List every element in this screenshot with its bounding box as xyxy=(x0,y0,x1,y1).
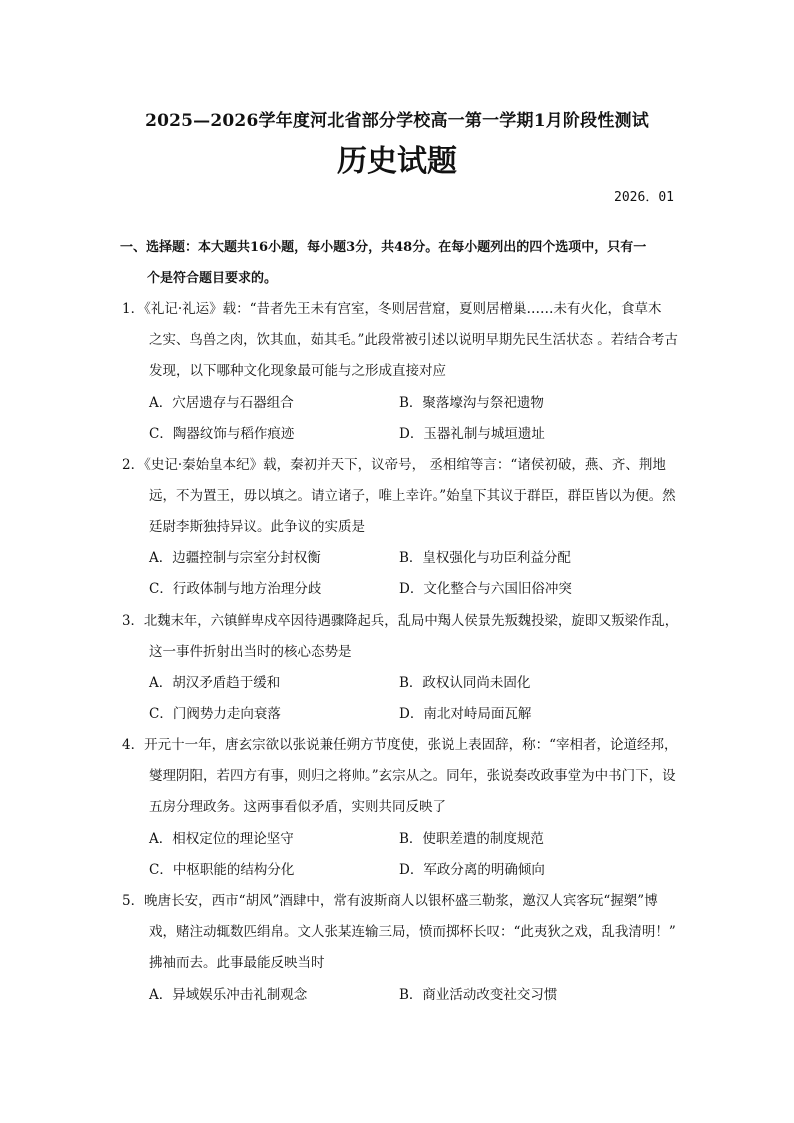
subject-title: 历史试题 xyxy=(337,144,457,179)
question-1-option-b: B．聚落壕沟与祭祀遗物 xyxy=(399,395,544,411)
question-3-line-2: 这一事件折射出当时的核心态势是 xyxy=(149,644,352,660)
question-3-option-b: B．政权认同尚未固化 xyxy=(399,675,531,691)
question-2-option-c: C．行政体制与地方治理分歧 xyxy=(149,581,322,597)
question-2-option-d: D．文化整合与六国旧俗冲突 xyxy=(399,581,572,597)
question-5-line-2: 戏，赌注动辄数匹绢帛。文人张某连输三局，愤而掷杯长叹：“此夷狄之戏，乱我清明！” xyxy=(149,924,676,940)
question-1-option-a: A．穴居遗存与石器组合 xyxy=(149,395,294,411)
question-1-line-2: 之实、鸟兽之肉，饮其血，茹其毛。”此段常被引述以说明早期先民生活状态 。若结合考古 xyxy=(149,332,678,348)
question-5-option-a: A．异域娱乐冲击礼制观念 xyxy=(149,987,308,1003)
question-2-line-1: 2．《史记·秦始皇本纪》载，秦初并天下，议帝号， 丞相绾等言：“诸侯初破，燕、齐、荆地 xyxy=(122,457,666,473)
question-3-line-1: 3．北魏末年，六镇鲜卑戍卒因待遇骤降起兵，乱局中羯人侯景先叛魏投梁，旋即又叛梁作乱， xyxy=(122,613,679,629)
question-1-line-3: 发现，以下哪种文化现象最可能与之形成直接对应 xyxy=(149,363,446,379)
question-4-line-1: 4．开元十一年，唐玄宗欲以张说兼任朔方节度使，张说上表固辞，称：“宰相者，论道经邦， xyxy=(122,737,678,753)
question-5-line-1: 5．晚唐长安，西市“胡风”酒肆中，常有波斯商人以银杯盛三勒浆，邀汉人宾客玩“握槊”博 xyxy=(122,893,658,909)
question-3-option-c: C．门阀势力走向衰落 xyxy=(149,706,281,722)
question-1-line-1: 1．《礼记·礼运》载：“昔者先王未有宫室，冬则居营窟，夏则居橧巢……未有火化，食草木 xyxy=(122,301,662,317)
question-4-option-c: C．中枢职能的结构分化 xyxy=(149,862,295,878)
section-instructions xyxy=(120,232,680,294)
question-2-line-2: 远，不为置王，毋以填之。请立诸子，唯上幸许。”始皇下其议于群臣，群臣皆以为便。然 xyxy=(149,488,676,504)
question-5-line-3: 拂袖而去。此事最能反映当时 xyxy=(149,955,325,971)
exam-title: 2025—2026学年度河北省部分学校高一第一学期1月阶段性测试 xyxy=(145,111,649,131)
question-4-line-3: 五房分理政务。这两事看似矛盾，实则共同反映了 xyxy=(149,799,446,815)
question-1-option-d: D．玉器礼制与城垣遗址 xyxy=(399,426,545,442)
question-4-option-d: D．军政分离的明确倾向 xyxy=(399,862,545,878)
question-2-line-3: 廷尉李斯独持异议。此争议的实质是 xyxy=(149,519,365,535)
question-4-option-a: A．相权定位的理论坚守 xyxy=(149,831,294,847)
question-5-option-b: B．商业活动改变社交习惯 xyxy=(399,987,558,1003)
question-2-option-a: A．边疆控制与宗室分封权衡 xyxy=(149,550,321,566)
question-2-option-b: B．皇权强化与功臣利益分配 xyxy=(399,550,571,566)
section-heading-line-1: 一、选择题：本大题共16小题，每小题3分，共48分。在每小题列出的四个选项中，只有一 xyxy=(120,240,647,255)
question-4-line-2: 燮理阴阳，若四方有事，则归之将帅。”玄宗从之。同年，张说奏改政事堂为中书门下，设 xyxy=(149,768,676,784)
question-4-option-b: B．使职差遣的制度规范 xyxy=(399,831,544,847)
question-3-option-d: D．南北对峙局面瓦解 xyxy=(399,706,532,722)
exam-date: 2026．01 xyxy=(614,190,674,205)
section-heading-line-2: 个是符合题目要求的。 xyxy=(147,271,278,286)
question-1-option-c: C．陶器纹饰与稻作痕迹 xyxy=(149,426,295,442)
question-3-option-a: A．胡汉矛盾趋于缓和 xyxy=(149,675,281,691)
